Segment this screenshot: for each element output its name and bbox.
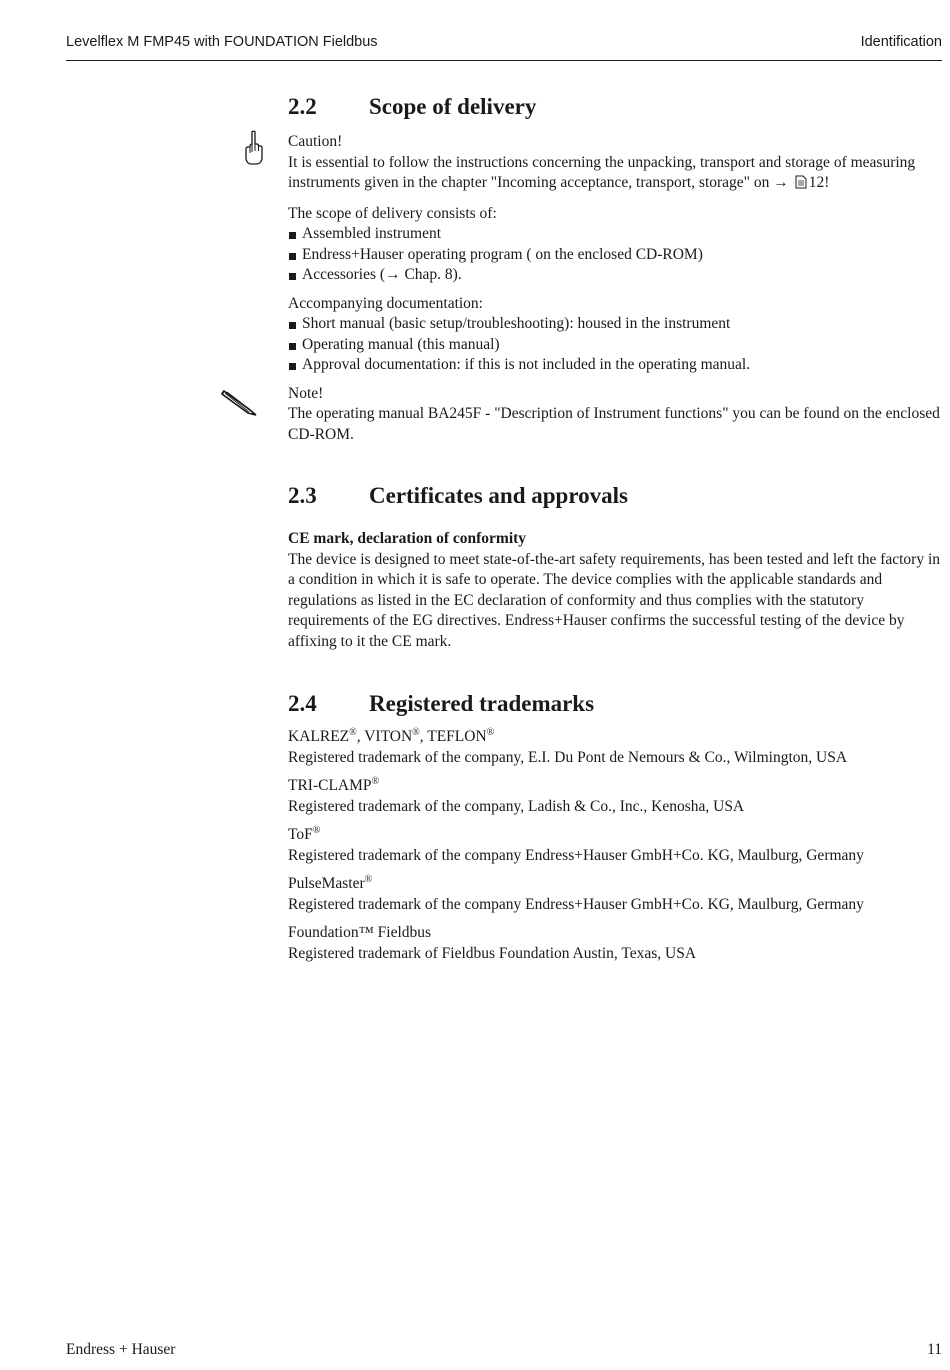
trademark-description: Registered trademark of the company Endress+Hauser GmbH+Co. KG, Maulburg, Germany (288, 895, 864, 913)
trademark-name (288, 825, 946, 846)
documentation-list-block (288, 294, 946, 376)
trademark-entry (288, 825, 946, 866)
registered-mark: ® (486, 726, 495, 738)
registered-mark: ® (364, 873, 373, 885)
scope-list-block (288, 204, 946, 286)
trademark-entry (288, 923, 946, 964)
page-reference-icon (795, 175, 807, 196)
registered-mark: ® (349, 726, 357, 738)
section-title: Scope of delivery (369, 94, 537, 119)
page-number: 11 (927, 1341, 942, 1358)
caution-hand-icon (243, 130, 265, 173)
section-heading-scope-of-delivery (288, 92, 946, 122)
document-title: Levelflex M FMP45 with FOUNDATION Fieldbus (66, 34, 378, 50)
trademark-description: Registered trademark of the company, E.I. Du Pont de Nemours & Co., Wilmington, USA (288, 748, 848, 766)
note-label: Note! (288, 384, 324, 402)
trademark-pulsemaster: PulseMaster (288, 875, 365, 892)
scope-intro: The scope of delivery consists of: (288, 204, 497, 222)
trademark-name (288, 874, 946, 895)
trademark-kalrez: KALREZ (288, 728, 350, 745)
main-content (288, 92, 946, 972)
section-number: 2.2 (288, 94, 317, 119)
trademark-name (288, 727, 946, 748)
list-item: Short manual (basic setup/troubleshooting): housed in the instrument (288, 314, 946, 335)
section-heading-trademarks (288, 689, 946, 719)
trademark-description: Registered trademark of Fieldbus Foundation Austin, Texas, USA (288, 944, 697, 962)
caution-block (288, 132, 946, 196)
trademark-description: Registered trademark of the company Endress+Hauser GmbH+Co. KG, Maulburg, Germany (288, 846, 864, 864)
section-number: 2.3 (288, 483, 317, 508)
arrow-glyph: → (773, 174, 789, 191)
section-title: Identification (860, 34, 942, 50)
trademark-entry (288, 727, 946, 768)
page-header (66, 30, 942, 61)
section-heading-certificates (288, 481, 946, 511)
trademark-viton: , VITON (356, 728, 413, 745)
ce-mark-block (288, 529, 946, 652)
caution-label: Caution! (288, 133, 343, 150)
registered-mark: ® (312, 824, 321, 836)
documentation-intro: Accompanying documentation: (288, 294, 483, 312)
trademark-entry (288, 874, 946, 915)
company-name: Endress + Hauser (66, 1341, 176, 1358)
note-text: The operating manual BA245F - "Description of Instrument functions" you can be found on the enclosed CD-ROM. (288, 405, 940, 443)
trademark-name (288, 776, 946, 797)
trademark-name: Foundation™ Fieldbus (288, 924, 432, 941)
documentation-list (288, 314, 946, 376)
trademark-tof: ToF (288, 826, 313, 843)
registered-mark: ® (371, 775, 380, 787)
list-item: Accessories (→ Chap. 8). (288, 265, 946, 286)
section-number: 2.4 (288, 691, 317, 716)
note-block (288, 384, 946, 446)
caution-text: It is essential to follow the instructions concerning the unpacking, transport and storage of measuring instruments given in the chapter "Incoming acceptance, transport, storage" on (288, 153, 916, 191)
ce-mark-text: The device is designed to meet state-of-the-art safety requirements, has been tested and left the factory in a condition in which it is safe to operate. The device complies with the applicable standards and regulations as listed in the EC declaration of conformity and thus complies with the statutory requirements of the EG directives. Endress+Hauser confirms the successful testing of the device by affixing to it the CE mark. (288, 550, 941, 650)
caution-page-ref: 12! (808, 174, 830, 191)
list-item: Approval documentation: if this is not included in the operating manual. (288, 355, 946, 376)
scope-list (288, 224, 946, 286)
trademark-description: Registered trademark of the company, Ladish & Co., Inc., Kenosha, USA (288, 797, 745, 815)
registered-mark: ® (412, 726, 420, 738)
list-item: Assembled instrument (288, 224, 946, 245)
section-title: Registered trademarks (369, 691, 595, 716)
trademark-entry (288, 776, 946, 817)
trademark-teflon: , TEFLON (419, 728, 487, 745)
list-item: Operating manual (this manual) (288, 335, 946, 356)
section-title: Certificates and approvals (369, 483, 628, 508)
caution-text-block (288, 153, 946, 196)
list-item: Endress+Hauser operating program ( on the enclosed CD-ROM) (288, 245, 946, 266)
ce-mark-heading: CE mark, declaration of conformity (288, 530, 527, 547)
note-pencil-icon (220, 386, 260, 425)
trademark-tri-clamp: TRI-CLAMP (288, 777, 372, 794)
